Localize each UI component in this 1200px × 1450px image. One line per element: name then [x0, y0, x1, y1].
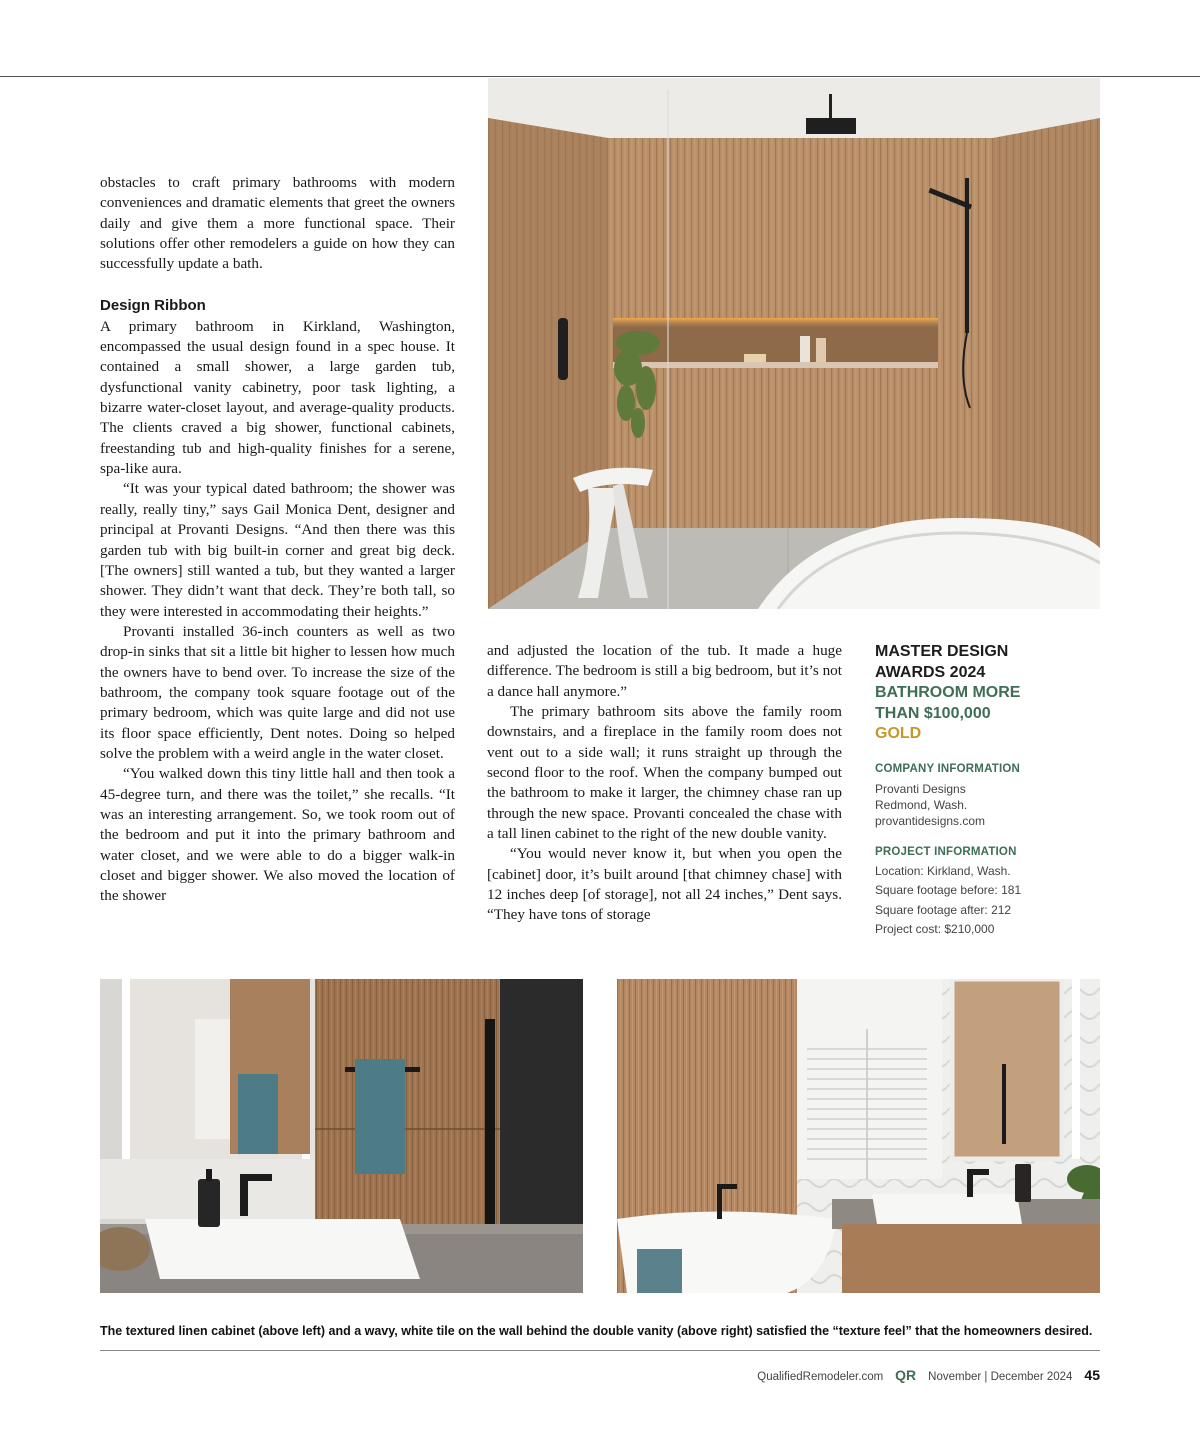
award-sidebar — [875, 642, 1100, 940]
company-location: Redmond, Wash. — [875, 797, 968, 812]
footer-logo: QR — [895, 1367, 917, 1383]
project-cost: Project cost: $210,000 — [875, 922, 995, 936]
company-name: Provanti Designs — [875, 781, 966, 796]
sqft-after: Square footage after: 212 — [875, 902, 1012, 917]
article-column-2 — [487, 641, 842, 926]
paragraph: A primary bathroom in Kirkland, Washington, encompassed the usual design found in a spec house. It contained a small shower, a large garden tub, dysfunctional vanity cabinetry, poor task lighting, a bizarre water-closet layout, and average-quality products. The clients craved a big shower, functional cabinets, freestanding tub and high-quality finishes for a serene, spa-like aura. — [100, 317, 455, 478]
award-category-line2: THAN $100,000 — [875, 704, 991, 722]
linen-cabinet-photo — [100, 979, 583, 1293]
photo-caption: The textured linen cabinet (above left) and a wavy, white tile on the wall behind the double vanity (above right) satisfied the “texture feel” that the homeowners desired. — [100, 1324, 1093, 1338]
award-category-line1: BATHROOM MORE — [875, 684, 1021, 701]
footer-site: QualifiedRemodeler.com — [757, 1371, 884, 1383]
project-location: Location: Kirkland, Wash. — [875, 863, 1011, 878]
paragraph: “You would never know it, but when you open the [cabinet] door, it’s built around [that chimney chase] with 12 inches deep [of storage], not all 24 inches,” Dent says. “They have tons of storage — [487, 845, 842, 924]
paragraph: Provanti installed 36-inch counters as well as two drop-in sinks that sit a little bit higher to lessen how much the owners have to bend over. To increase the size of the bathroom, the company took square footage out of the primary bedroom, which was quite large and did not use its floor space efficiently, Dent notes. Doing so helped solve the problem with a weird angle in the water closet. — [100, 622, 455, 762]
award-level: GOLD — [875, 725, 922, 742]
paragraph: obstacles to craft primary bathrooms with modern conveniences and dramatic elements that greet the owners daily and give them a more functional space. Their solutions offer other remodelers a guide on how they can successfully update a bath. — [100, 174, 455, 273]
article-column-1 — [100, 173, 455, 907]
page-footer — [757, 1367, 1100, 1383]
company-info-heading: COMPANY INFORMATION — [875, 762, 1020, 775]
page-number: 45 — [1084, 1367, 1100, 1383]
paragraph: “You walked down this tiny little hall and then took a 45-degree turn, and there was the toilet,” she recalls. “It was an interesting arrangement. So, we took room out of the bedroom and put it into the primary bathroom and water closet, and we were able to do a bigger walk-in closet and bigger shower. We also moved the location of the shower — [100, 765, 455, 905]
shower-photo — [488, 78, 1100, 609]
subhead: Design Ribbon — [100, 296, 206, 314]
award-name-line1: MASTER DESIGN — [875, 643, 1009, 660]
top-rule — [0, 76, 1200, 77]
caption-rule — [100, 1350, 1100, 1351]
paragraph: and adjusted the location of the tub. It made a huge difference. The bedroom is still a big bedroom, but it’s not a dance hall anymore.” — [487, 642, 842, 700]
award-name-line2: AWARDS 2024 — [875, 663, 986, 681]
paragraph: “It was your typical dated bathroom; the shower was really, really tiny,” says Gail Monica Dent, designer and principal at Provanti Designs. “And then there was this garden tub with big built-in corner and great big deck. [The owners] still wanted a tub, but they wanted a larger shower. They didn’t want that deck. They’re both tall, so they were interested in accommodating their heights.” — [100, 480, 455, 620]
footer-issue: November | December 2024 — [928, 1371, 1073, 1383]
double-vanity-photo — [617, 979, 1100, 1293]
company-website: provantidesigns.com — [875, 813, 986, 828]
project-info-heading: PROJECT INFORMATION — [875, 845, 1017, 858]
sqft-before: Square footage before: 181 — [875, 883, 1022, 897]
paragraph: The primary bathroom sits above the family room downstairs, and a fireplace in the family room does not vent out to a side wall; it runs straight up through the second floor to the roof. When the company bumped out the bathroom to make it larger, the chimney chase ran up through the new space. Provanti concealed the chase with a tall linen cabinet to the right of the new double vanity. — [487, 703, 842, 843]
